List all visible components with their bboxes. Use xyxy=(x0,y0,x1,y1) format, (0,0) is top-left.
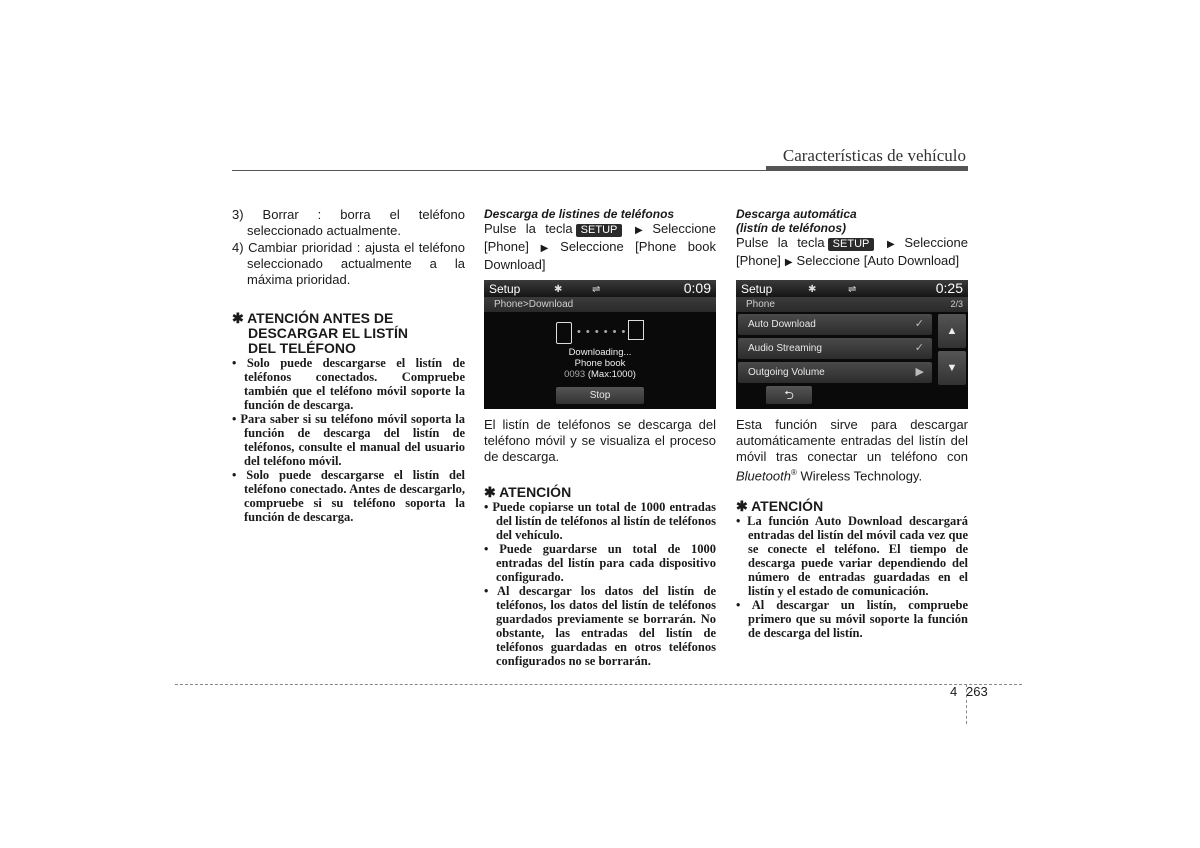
scroll-down-button[interactable]: ▼ xyxy=(938,351,966,385)
warning-star-icon: ✱ xyxy=(484,484,500,500)
header-rule xyxy=(232,170,968,171)
footer-rule xyxy=(175,684,1022,685)
arrow-right-icon: ▶ xyxy=(784,257,793,268)
chapter-number: 4 xyxy=(950,684,958,699)
check-icon: ✓ xyxy=(914,342,924,354)
bluetooth-icon: ✱ xyxy=(554,284,563,295)
warning-list xyxy=(736,514,968,640)
instruction: Pulse la tecla SETUP ▶ Seleccione [Phone] ▶ Seleccione [Auto Download] xyxy=(736,235,968,268)
warning-star-icon: ✱ xyxy=(232,310,248,326)
download-count: 0093 (Max:1000) xyxy=(564,369,636,380)
stop-button[interactable]: Stop xyxy=(556,387,644,404)
section-title: Descarga de listines de teléfonos xyxy=(484,207,675,221)
setup-key: SETUP xyxy=(828,238,875,251)
column-3 xyxy=(736,207,968,640)
arrow-right-icon: ▶ xyxy=(532,243,557,254)
back-arrow-icon: ⮌ xyxy=(784,388,794,402)
list-item: • Al descargar un listín, compruebe primero que su móvil soporte la función de descarga del listín. xyxy=(736,598,969,641)
section-title: Descarga automática (listín de teléfonos) xyxy=(736,207,857,235)
list-item: • Solo puede descargarse el listín de teléfonos conectados. Compruebe también que el teléfono móvil soporte la función de descarga. xyxy=(232,356,465,412)
warning-star-icon: ✱ xyxy=(736,498,752,515)
arrow-right-icon: ▶ xyxy=(629,225,649,236)
screen-title: Setup xyxy=(489,282,521,296)
download-screen xyxy=(484,280,716,409)
column-2 xyxy=(484,207,716,668)
download-target: Phone book xyxy=(574,358,626,369)
list-item: • Puede copiarse un total de 1000 entradas del listín de teléfonos al listín de teléfonos del vehículo. xyxy=(484,500,716,542)
arrow-right-icon: ▶ xyxy=(881,239,901,250)
instruction: Pulse la tecla SETUP ▶ Seleccione [Phone] ▶ Seleccione [Phone book Download] xyxy=(484,221,716,272)
warning-list xyxy=(484,500,716,668)
warning-list xyxy=(232,356,465,524)
download-status: Downloading... xyxy=(568,347,632,358)
scroll-up-button[interactable]: ▲ xyxy=(938,314,966,348)
list-item: • La función Auto Download descargará entradas del listín del móvil cada vez que se conecte el teléfono. El tiempo de descarga puede variar dependiendo del número de entradas guardadas en el listín y el estado de comunicación. xyxy=(736,514,968,599)
list-item-priority: 4) Cambiar prioridad : ajusta el teléfono seleccionado actualmente a la máxima prioridad. xyxy=(232,240,465,287)
menu-item-outgoing-volume[interactable]: Outgoing Volume ▶ xyxy=(738,362,932,383)
list-item: • Para saber si su teléfono móvil soporta la función de descarga del listín de teléfonos, consulte el manual del usuario del teléfono móvil. xyxy=(232,412,465,468)
usb-icon: ⇌ xyxy=(848,284,857,295)
list-item: • Solo puede descargarse el listín del teléfono conectado. Antes de descargarlo, compruebe si su teléfono soporta la función de descarga. xyxy=(232,468,465,524)
page-indicator: 2/3 xyxy=(950,299,963,309)
transfer-dots-icon: • • • • • • xyxy=(577,326,627,338)
menu-item-auto-download[interactable]: Auto Download ✓ xyxy=(738,314,932,335)
list-item-delete: 3) Borrar : borra el teléfono seleccionado actualmente. xyxy=(232,207,465,238)
back-button[interactable] xyxy=(766,386,812,404)
auto-download-screen xyxy=(736,280,968,409)
screen-clock: 0:09 xyxy=(683,280,711,296)
check-icon: ✓ xyxy=(914,318,924,330)
chevron-right-icon: ▶ xyxy=(915,366,924,378)
warning-title: ✱ ATENCIÓN xyxy=(736,498,824,515)
phonebook-document-icon xyxy=(628,320,644,340)
list-item: • Puede guardarse un total de 1000 entradas del listín para cada dispositivo configurado. xyxy=(484,542,716,584)
column-1 xyxy=(232,207,465,524)
setup-key: SETUP xyxy=(576,224,623,237)
list-item: • Al descargar los datos del listín de teléfonos, los datos del listín de teléfonos guardados previamente se borrarán. No obstante, las entradas del listín de teléfonos guardadas en otros teléfonos configurados no se borrarán. xyxy=(484,584,716,668)
usb-icon: ⇌ xyxy=(592,284,601,295)
screen-subheader: Phone 2/3 xyxy=(736,297,968,312)
page-number xyxy=(950,684,988,699)
screen-title: Setup xyxy=(741,282,773,296)
screen-breadcrumb: Phone>Download xyxy=(484,297,716,312)
phone-device-icon xyxy=(556,322,572,344)
description: Esta función sirve para descargar automáticamente entradas del listín del móvil tras conectar un teléfono con Bluetooth® Wireless Technology. xyxy=(736,417,968,484)
page-number-value: 263 xyxy=(966,684,988,699)
screen-clock: 0:25 xyxy=(935,280,963,296)
warning-title: ✱ ATENCIÓN xyxy=(484,484,572,500)
bluetooth-icon: ✱ xyxy=(808,284,817,295)
menu-item-audio-streaming[interactable]: Audio Streaming ✓ xyxy=(738,338,932,359)
page-header-title: Características de vehículo xyxy=(782,146,966,165)
description: El listín de teléfonos se descarga del teléfono móvil y se visualiza el proceso de descarga. xyxy=(484,417,716,464)
warning-title: ✱ ATENCIÓN ANTES DE DESCARGAR EL LISTÍN DEL TELÉFONO xyxy=(232,310,408,356)
